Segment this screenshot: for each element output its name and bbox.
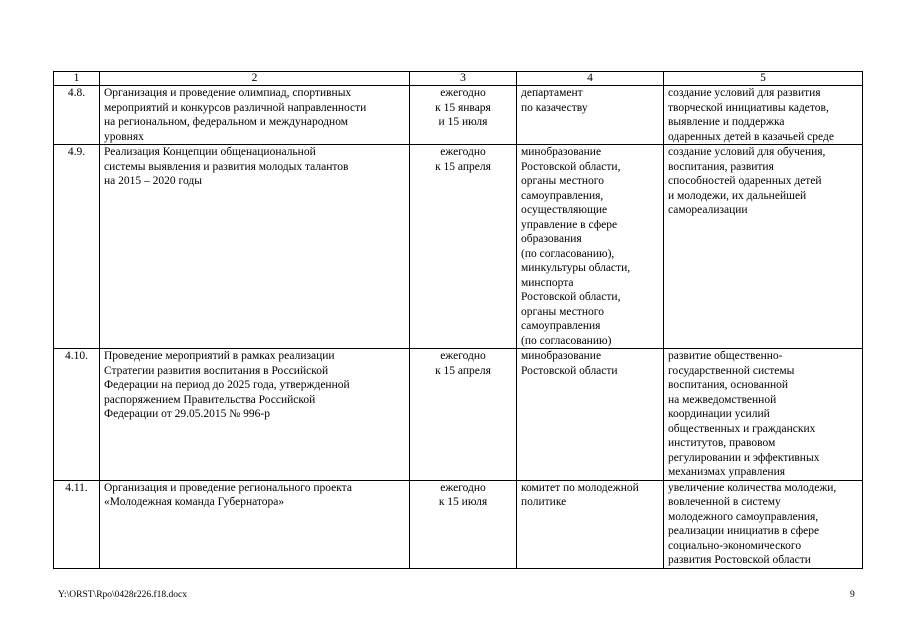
table-header-row (54, 72, 863, 86)
event-cell: Проведение мероприятий в рамках реализации Стратегии развития воспитания в Российской Федерации на период до 2025 года, утвержденной распоряжением Правительства Российской Федерации от 29.05.2015 № 996-р (100, 349, 410, 481)
term-cell: ежегодно к 15 апреля (410, 145, 517, 349)
table-row (54, 145, 863, 349)
event-cell: Организация и проведение олимпиад, спортивных мероприятий и конкурсов различной направленности на региональном, федеральном и международном уровнях (100, 86, 410, 145)
result-cell: развитие общественно- государственной системы воспитания, основанной на межведомственной координации усилий общественных и гражданских институтов, правовом регулировании и эффективных механизмах управления (664, 349, 863, 481)
column-header: 4 (517, 72, 664, 86)
result-cell: увеличение количества молодежи, вовлеченной в систему молодежного самоуправления, реализации инициатив в сфере социально-экономического развития Ростовской области (664, 480, 863, 568)
result-cell: создание условий для обучения, воспитания, развития способностей одаренных детей и молодежи, их дальнейшей самореализации (664, 145, 863, 349)
column-header: 2 (100, 72, 410, 86)
executor-cell: комитет по молодежной политике (517, 480, 664, 568)
term-cell: ежегодно к 15 января и 15 июля (410, 86, 517, 145)
document-table (53, 71, 863, 569)
event-cell: Организация и проведение регионального проекта «Молодежная команда Губернатора» (100, 480, 410, 568)
table-row (54, 86, 863, 145)
executor-cell: департамент по казачеству (517, 86, 664, 145)
event-cell: Реализация Концепции общенациональной системы выявления и развития молодых талантов на 2015 – 2020 годы (100, 145, 410, 349)
column-header: 3 (410, 72, 517, 86)
row-number: 4.10. (54, 349, 100, 481)
row-number: 4.9. (54, 145, 100, 349)
column-header: 5 (664, 72, 863, 86)
result-cell: создание условий для развития творческой инициативы кадетов, выявление и поддержка одаренных детей в казачьей среде (664, 86, 863, 145)
term-cell: ежегодно к 15 июля (410, 480, 517, 568)
term-cell: ежегодно к 15 апреля (410, 349, 517, 481)
row-number: 4.11. (54, 480, 100, 568)
column-header: 1 (54, 72, 100, 86)
table-row (54, 480, 863, 568)
executor-cell: минобразование Ростовской области, органы местного самоуправления, осуществляющие управление в сфере образования (по согласованию), минкультуры области, минспорта Ростовской области, органы местного самоуправления (по согласованию) (517, 145, 664, 349)
executor-cell: минобразование Ростовской области (517, 349, 664, 481)
file-path-footer: Y:\ORST\Rpo\0428r226.f18.docx (58, 590, 187, 600)
row-number: 4.8. (54, 86, 100, 145)
table-row (54, 349, 863, 481)
page-number: 9 (850, 590, 855, 600)
